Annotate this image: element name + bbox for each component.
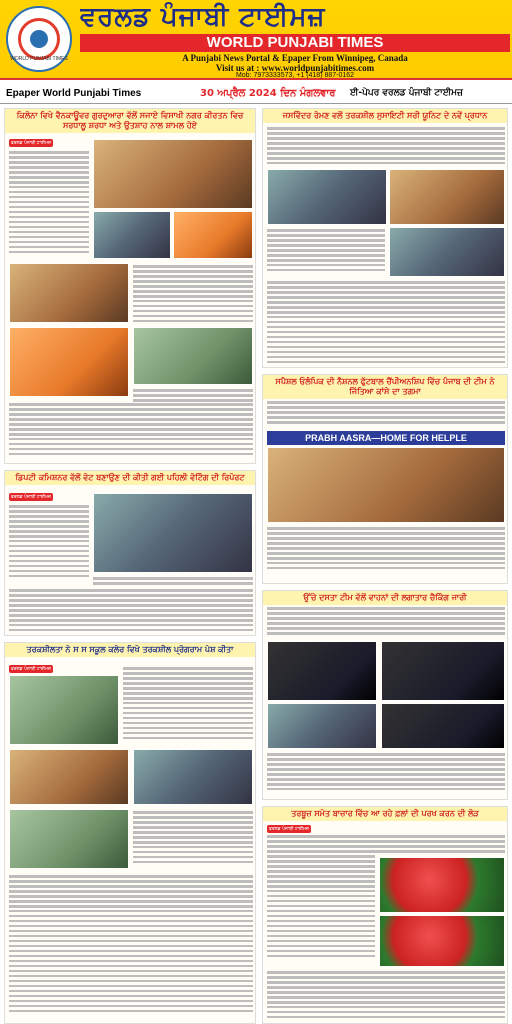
photo-sangat xyxy=(173,211,253,259)
photo-nishan-sahib xyxy=(9,327,129,397)
story-text xyxy=(123,667,253,742)
badge: ਵਰਲਡ ਪੰਜਾਬੀ ਟਾਈਮਜ਼ xyxy=(269,827,309,832)
photo-watermelon-test xyxy=(379,915,505,967)
badge: ਵਰਲਡ ਪੰਜਾਬੀ ਟਾਈਮਜ਼ xyxy=(11,495,51,500)
story-text xyxy=(267,753,505,793)
story-text xyxy=(133,389,253,404)
photo-gathering xyxy=(9,263,129,323)
photo-officers xyxy=(267,703,377,749)
photo-team xyxy=(267,447,505,523)
dateline-left: Epaper World Punjabi Times xyxy=(6,88,142,99)
story-text xyxy=(9,403,253,458)
title-english: WORLD PUNJABI TIMES xyxy=(80,34,510,52)
story-text xyxy=(267,855,375,960)
story-headline: ਤਰਕਸ਼ੀਲਤਾ ਨੇ ਸ ਸ ਸਕੂਲ ਕਲੇਰ ਵਿਖੇ ਤਰਕਸ਼ੀਲ ਪ੍ਰੋਗਰਾਮ ਪੇਸ਼ ਕੀਤਾ xyxy=(5,643,255,657)
story-text xyxy=(267,401,505,426)
story-headline: ਤਰਬੂਜ਼ ਸਮੇਤ ਬਾਜ਼ਾਰ ਵਿੱਚ ਆ ਰਹੇ ਫ਼ਲਾਂ ਦੀ ਪਰਖ ਕਰਨ ਦੀ ਲੋੜ xyxy=(263,807,507,821)
dateline-right: ਈ-ਪੇਪਰ ਵਰਲਡ ਪੰਜਾਬੀ ਟਾਈਮਜ਼ xyxy=(350,88,463,98)
story-text xyxy=(133,265,253,325)
photo-procession xyxy=(93,139,253,209)
photo-checkpoint-night xyxy=(267,641,377,701)
story-text xyxy=(267,607,505,637)
dateline-date: 30 ਅਪ੍ਰੈਲ 2024 ਦਿਨ ਮੰਗਲਵਾਰ xyxy=(200,88,336,99)
story-text xyxy=(267,971,505,1021)
story-fruit-testing[interactable] xyxy=(262,806,508,1024)
photo-crowd xyxy=(93,211,171,259)
story-headline: ਕਿਲੋਨਾ ਵਿਖੇ ਵੈਨਕਾਊਵਰ ਗੁਰਦੁਆਰਾ ਵੱਲੋਂ ਸਜਾਏ ਵਿਸਾਖੀ ਨਗਰ ਕੀਰਤਨ ਵਿਚ ਸਰਧਾਲੂ ਸ਼ਰਧਾ ਅਤੇ ਉਤਸ਼ਾਹ ਨਾਲ ਸ਼ਾਮਲ ਹੋਏ xyxy=(5,109,255,133)
story-deputy-commissioner[interactable] xyxy=(4,470,256,636)
prabh-aasra-banner: PRABH AASRA—HOME FOR HELPLE xyxy=(267,431,505,445)
masthead xyxy=(0,0,512,80)
website[interactable]: Visit us at : www.worldpunjabitimes.com xyxy=(215,63,375,73)
story-headline: ਉੱਚੇ ਦਸਤਾ ਟੀਮ ਵੱਲੋਂ ਵਾਹਨਾਂ ਦੀ ਲਗਾਤਾਰ ਚੈਕਿੰਗ ਜਾਰੀ xyxy=(263,591,507,605)
story-text xyxy=(9,505,89,580)
story-headline: ਜਸਵਿੰਦਰ ਰੋਮਣ ਵਲੋਂ ਤਰਕਸ਼ੀਲ ਸੁਸਾਇਟੀ ਸਰੀ ਯੂਨਿਟ ਦੇ ਨਵੇਂ ਪ੍ਰਧਾਨ xyxy=(263,109,507,123)
photo-teachers xyxy=(9,809,129,869)
badge: ਵਰਲਡ ਪੰਜਾਬੀ ਟਾਈਮਜ਼ xyxy=(11,141,51,146)
photo-school-group xyxy=(9,675,119,745)
dateline xyxy=(0,84,512,104)
story-text xyxy=(267,527,505,572)
logo-core xyxy=(30,30,48,48)
photo-meeting xyxy=(93,493,253,573)
photo-watermelon-slices xyxy=(379,857,505,913)
title-punjabi: ਵਰਲਡ ਪੰਜਾਬੀ ਟਾਈਮਜ਼ xyxy=(80,2,326,32)
story-text xyxy=(9,875,253,1015)
photo-inspection xyxy=(381,703,505,749)
photo-students xyxy=(9,749,129,805)
story-text xyxy=(93,577,253,587)
photo-police-vehicle xyxy=(381,641,505,701)
story-vehicle-checking[interactable] xyxy=(262,590,508,800)
story-text xyxy=(267,127,505,167)
story-text xyxy=(267,229,385,274)
story-text xyxy=(9,589,253,634)
tagline: A Punjabi News Portal & Epaper From Winnipeg, Canada xyxy=(182,53,408,63)
contact-numbers: Mob: 7973333573, +1 (418) 887-0162 xyxy=(235,72,355,79)
photo-street xyxy=(133,327,253,385)
story-surrey-unit[interactable] xyxy=(262,108,508,368)
story-headline: ਸਪੈਸ਼ਲ ਓਲੰਪਿਕ ਦੀ ਨੈਸ਼ਨਲ ਫੁੱਟਬਾਲ ਚੈਂਪੀਅਨਸ਼ਿਪ ਵਿੱਚ ਪੰਜਾਬ ਦੀ ਟੀਮ ਨੇ ਜਿੱਤਿਆ ਕਾਂਸੇ ਦਾ ਤਗਮਾ xyxy=(263,375,507,399)
story-text xyxy=(9,151,89,256)
photo-audience xyxy=(389,227,505,277)
story-rationalist-program[interactable] xyxy=(4,642,256,1024)
story-headline: ਡਿਪਟੀ ਕਮਿਸ਼ਨਰ ਵੱਲੋਂ ਵੋਟ ਬਣਾਉਣ ਦੀ ਕੀਤੀ ਗਈ ਪਹਿਲੀ ਵੋਟਿੰਗ ਦੀ ਰਿਪੋਰਟ xyxy=(5,471,255,485)
photo-speaker xyxy=(389,169,505,225)
photo-classroom xyxy=(133,749,253,805)
logo-caption: WORLD PUNJABI TIMES xyxy=(10,56,68,62)
story-text xyxy=(133,811,253,866)
logo xyxy=(6,6,72,72)
story-kelowna[interactable] xyxy=(4,108,256,464)
badge: ਵਰਲਡ ਪੰਜਾਬੀ ਟਾਈਮਜ਼ xyxy=(11,667,51,672)
photo-committee xyxy=(267,169,387,225)
story-special-olympics[interactable] xyxy=(262,374,508,584)
story-text xyxy=(267,835,505,855)
story-text xyxy=(267,281,505,366)
